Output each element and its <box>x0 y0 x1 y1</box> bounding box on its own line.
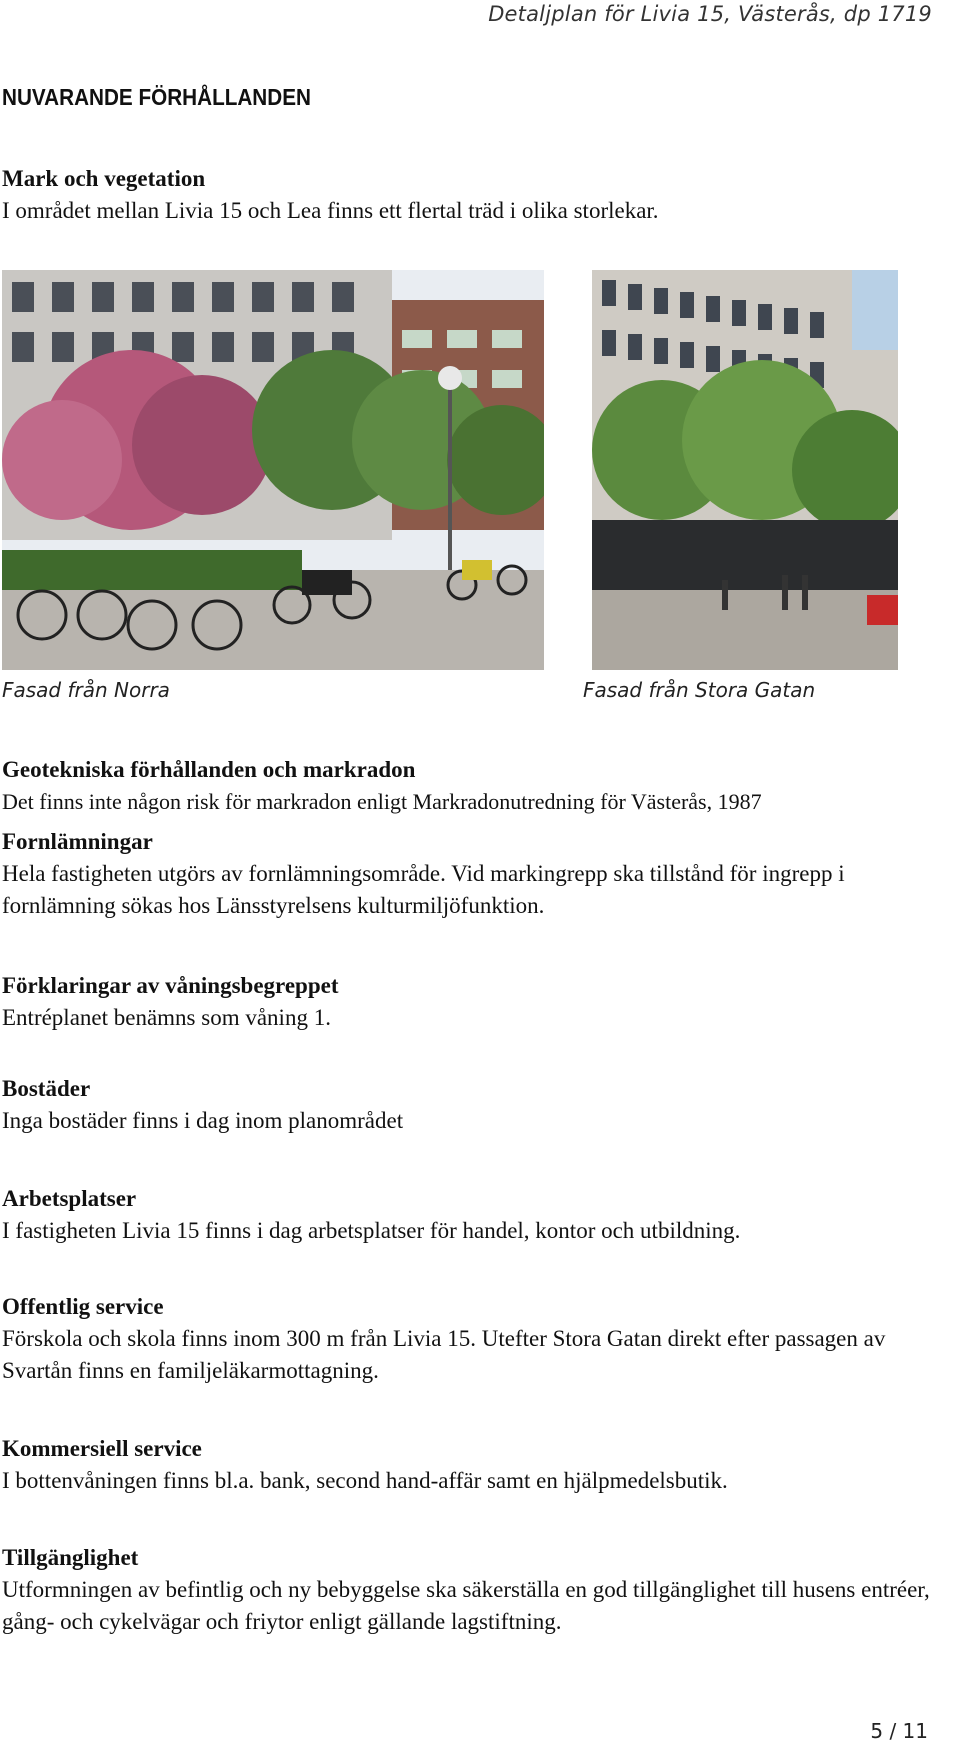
tillganglighet-heading: Tillgänglighet <box>2 1545 139 1570</box>
offentlig-heading: Offentlig service <box>2 1294 164 1319</box>
tillganglighet-section <box>2 1542 952 1638</box>
mark-section <box>2 163 952 227</box>
photo-north-facade-image <box>2 270 544 670</box>
arbete-text: I fastigheten Livia 15 finns i dag arbetsplatser för handel, kontor och utbildning. <box>2 1218 741 1243</box>
kommersiell-heading: Kommersiell service <box>2 1436 202 1461</box>
bostader-text: Inga bostäder finns i dag inom planområdet <box>2 1108 404 1133</box>
arbete-heading: Arbetsplatser <box>2 1186 137 1211</box>
mark-text: I området mellan Livia 15 och Lea finns ett flertal träd i olika storlekar. <box>2 198 659 223</box>
geo-text: Det finns inte någon risk för markradon enligt Markradonutredning för Västerås, 1987 <box>2 789 762 814</box>
vaning-heading: Förklaringar av våningsbegreppet <box>2 973 339 998</box>
bostader-heading: Bostäder <box>2 1076 91 1101</box>
kommersiell-section <box>2 1433 952 1497</box>
photo-stora-gatan-facade <box>592 270 898 670</box>
tillganglighet-text: Utformningen av befintlig och ny bebyggelse ska säkerställa en god tillgänglighet till husens entréer, gång- och cykelvägar och friytor enligt gällande lagstiftning. <box>2 1577 930 1634</box>
offentlig-section <box>2 1291 952 1387</box>
photo-north-facade <box>2 270 544 670</box>
mark-heading: Mark och vegetation <box>2 166 206 191</box>
page-number: 5 / 11 <box>870 1719 928 1743</box>
caption-north-facade: Fasad från Norra <box>2 678 170 702</box>
vaning-section <box>2 970 952 1034</box>
offentlig-text: Förskola och skola finns inom 300 m från Livia 15. Utefter Stora Gatan direkt efter passagen av Svartån finns en familjeläkarmottagning. <box>2 1326 886 1383</box>
running-header: Detaljplan för Livia 15, Västerås, dp 1719 <box>488 2 932 26</box>
bostader-section <box>2 1073 952 1137</box>
forn-text: Hela fastigheten utgörs av fornlämningsområde. Vid markingrepp ska tillstånd för ingrepp i fornlämning sökas hos Länsstyrelsens kulturmiljöfunktion. <box>2 861 845 918</box>
arbete-section <box>2 1183 952 1247</box>
forn-heading: Fornlämningar <box>2 829 153 854</box>
geo-heading: Geotekniska förhållanden och markradon <box>2 757 416 782</box>
forn-section <box>2 826 952 922</box>
caption-stora-gatan-facade: Fasad från Stora Gatan <box>583 678 816 702</box>
photo-stora-gatan-facade-image <box>592 270 898 670</box>
section-title: NUVARANDE FÖRHÅLLANDEN <box>2 84 311 110</box>
kommersiell-text: I bottenvåningen finns bl.a. bank, second hand-affär samt en hjälpmedelsbutik. <box>2 1468 728 1493</box>
vaning-text: Entréplanet benämns som våning 1. <box>2 1005 331 1030</box>
geo-section <box>2 754 952 818</box>
